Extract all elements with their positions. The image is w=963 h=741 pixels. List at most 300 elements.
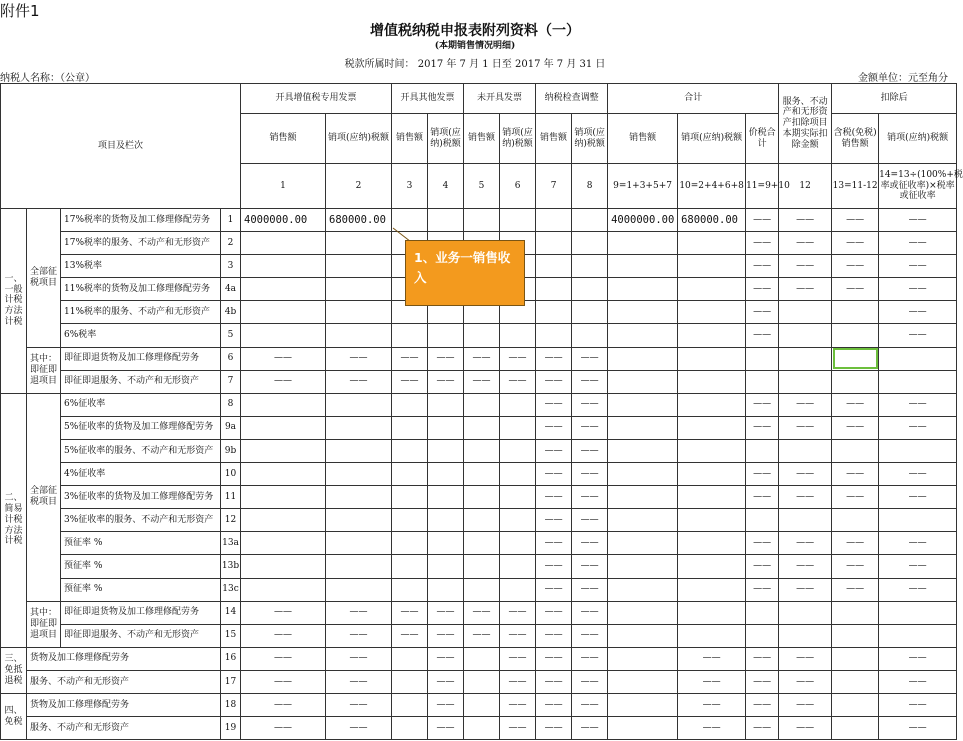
dash-cell: —— bbox=[536, 509, 572, 532]
empty-cell[interactable] bbox=[832, 301, 879, 324]
row-label: 6%征收率 bbox=[61, 393, 221, 416]
dash-cell: —— bbox=[746, 278, 779, 301]
empty-cell[interactable] bbox=[241, 278, 326, 301]
empty-cell[interactable] bbox=[428, 439, 464, 462]
dash-cell: —— bbox=[779, 255, 832, 278]
sub-header: 销项(应纳)税额 bbox=[879, 114, 957, 164]
sub-header: 销项(应纳)税额 bbox=[500, 114, 536, 164]
empty-cell[interactable] bbox=[678, 532, 746, 555]
empty-cell[interactable] bbox=[241, 463, 326, 486]
empty-cell[interactable] bbox=[464, 670, 500, 693]
empty-cell[interactable] bbox=[241, 578, 326, 601]
dash-cell: —— bbox=[241, 347, 326, 370]
empty-cell[interactable] bbox=[832, 693, 879, 716]
empty-cell[interactable] bbox=[500, 486, 536, 509]
empty-cell[interactable] bbox=[464, 486, 500, 509]
empty-cell[interactable] bbox=[241, 532, 326, 555]
row-label: 即征即退服务、不动产和无形资产 bbox=[61, 624, 221, 647]
empty-cell[interactable] bbox=[572, 232, 608, 255]
empty-cell[interactable] bbox=[500, 555, 536, 578]
empty-cell[interactable] bbox=[464, 555, 500, 578]
empty-cell[interactable] bbox=[608, 370, 678, 393]
empty-cell[interactable] bbox=[678, 601, 746, 624]
empty-cell[interactable] bbox=[464, 209, 500, 232]
dash-cell: —— bbox=[779, 693, 832, 716]
empty-cell[interactable] bbox=[392, 717, 428, 740]
empty-cell[interactable] bbox=[608, 416, 678, 439]
empty-cell[interactable] bbox=[608, 670, 678, 693]
dash-cell: —— bbox=[678, 717, 746, 740]
empty-cell[interactable] bbox=[832, 624, 879, 647]
empty-cell[interactable] bbox=[746, 439, 779, 462]
row-label: 5%征收率的货物及加工修理修配劳务 bbox=[61, 416, 221, 439]
dash-cell: —— bbox=[879, 463, 957, 486]
empty-cell[interactable] bbox=[536, 324, 572, 347]
empty-cell[interactable] bbox=[678, 555, 746, 578]
empty-cell[interactable] bbox=[428, 324, 464, 347]
empty-cell[interactable] bbox=[241, 324, 326, 347]
empty-cell[interactable] bbox=[879, 601, 957, 624]
dash-cell: —— bbox=[326, 347, 392, 370]
empty-cell[interactable] bbox=[608, 717, 678, 740]
empty-cell[interactable] bbox=[464, 578, 500, 601]
empty-cell[interactable] bbox=[608, 647, 678, 670]
empty-cell[interactable] bbox=[678, 416, 746, 439]
dash-cell: —— bbox=[392, 624, 428, 647]
row-label: 预征率 % bbox=[61, 555, 221, 578]
table-row bbox=[1, 209, 957, 232]
empty-cell[interactable] bbox=[392, 532, 428, 555]
dash-cell: —— bbox=[746, 393, 779, 416]
empty-cell[interactable] bbox=[392, 555, 428, 578]
dash-cell: —— bbox=[536, 393, 572, 416]
empty-cell[interactable] bbox=[536, 232, 572, 255]
sub-header: 销售额 bbox=[536, 114, 572, 164]
empty-cell[interactable] bbox=[746, 601, 779, 624]
row-label: 即征即退货物及加工修理修配劳务 bbox=[61, 601, 221, 624]
empty-cell[interactable] bbox=[779, 509, 832, 532]
empty-cell[interactable] bbox=[608, 278, 678, 301]
empty-cell[interactable] bbox=[241, 555, 326, 578]
empty-cell[interactable] bbox=[779, 301, 832, 324]
row-number: 10 bbox=[221, 463, 241, 486]
empty-cell[interactable] bbox=[326, 509, 392, 532]
dash-cell: —— bbox=[392, 347, 428, 370]
empty-cell[interactable] bbox=[428, 486, 464, 509]
sub-header: 销项(应纳)税额 bbox=[428, 114, 464, 164]
dash-cell: —— bbox=[746, 416, 779, 439]
empty-cell[interactable] bbox=[832, 647, 879, 670]
empty-cell[interactable] bbox=[241, 232, 326, 255]
empty-cell[interactable] bbox=[678, 509, 746, 532]
dash-cell: —— bbox=[500, 624, 536, 647]
empty-cell[interactable] bbox=[678, 278, 746, 301]
dash-cell: —— bbox=[779, 647, 832, 670]
dash-cell: —— bbox=[500, 693, 536, 716]
empty-cell[interactable] bbox=[464, 393, 500, 416]
empty-cell[interactable] bbox=[392, 439, 428, 462]
table-row bbox=[1, 532, 957, 555]
empty-cell[interactable] bbox=[572, 278, 608, 301]
empty-cell[interactable] bbox=[392, 578, 428, 601]
dash-cell: —— bbox=[241, 601, 326, 624]
amount-cell[interactable]: 4000000.00 bbox=[608, 209, 678, 232]
empty-cell[interactable] bbox=[464, 532, 500, 555]
empty-cell[interactable] bbox=[241, 416, 326, 439]
empty-cell[interactable] bbox=[464, 416, 500, 439]
dash-cell: —— bbox=[241, 647, 326, 670]
table-row bbox=[1, 601, 957, 624]
empty-cell[interactable] bbox=[241, 301, 326, 324]
row-number: 11 bbox=[221, 486, 241, 509]
dash-cell: —— bbox=[392, 601, 428, 624]
empty-cell[interactable] bbox=[678, 347, 746, 370]
row-number: 8 bbox=[221, 393, 241, 416]
dash-cell: —— bbox=[572, 347, 608, 370]
empty-cell[interactable] bbox=[326, 578, 392, 601]
empty-cell[interactable] bbox=[779, 347, 832, 370]
dash-cell: —— bbox=[536, 370, 572, 393]
dash-cell: —— bbox=[832, 393, 879, 416]
dash-cell: —— bbox=[500, 647, 536, 670]
empty-cell[interactable] bbox=[326, 393, 392, 416]
dash-cell: —— bbox=[746, 324, 779, 347]
empty-cell[interactable] bbox=[500, 416, 536, 439]
dash-cell: —— bbox=[879, 209, 957, 232]
dash-cell: —— bbox=[832, 232, 879, 255]
empty-cell[interactable] bbox=[241, 439, 326, 462]
dash-cell: —— bbox=[779, 209, 832, 232]
empty-cell[interactable] bbox=[779, 370, 832, 393]
dash-cell: —— bbox=[536, 601, 572, 624]
empty-cell[interactable] bbox=[832, 509, 879, 532]
empty-cell[interactable] bbox=[779, 324, 832, 347]
empty-cell[interactable] bbox=[678, 393, 746, 416]
empty-cell[interactable] bbox=[879, 347, 957, 370]
dash-cell: —— bbox=[241, 717, 326, 740]
empty-cell[interactable] bbox=[464, 439, 500, 462]
dash-cell: —— bbox=[326, 370, 392, 393]
row-number: 15 bbox=[221, 624, 241, 647]
dash-cell: —— bbox=[879, 486, 957, 509]
empty-cell[interactable] bbox=[326, 416, 392, 439]
empty-cell[interactable] bbox=[464, 463, 500, 486]
empty-cell[interactable] bbox=[392, 647, 428, 670]
empty-cell[interactable] bbox=[392, 693, 428, 716]
dash-cell: —— bbox=[572, 532, 608, 555]
column-number: 9=1+3+5+7 bbox=[608, 164, 678, 209]
empty-cell[interactable] bbox=[678, 301, 746, 324]
dash-cell: —— bbox=[779, 532, 832, 555]
dash-cell: —— bbox=[536, 347, 572, 370]
dash-cell: —— bbox=[746, 232, 779, 255]
dash-cell: —— bbox=[536, 439, 572, 462]
empty-cell[interactable] bbox=[678, 255, 746, 278]
empty-cell[interactable] bbox=[326, 439, 392, 462]
empty-cell[interactable] bbox=[779, 624, 832, 647]
empty-cell[interactable] bbox=[678, 324, 746, 347]
dash-cell: —— bbox=[326, 717, 392, 740]
table-row bbox=[1, 555, 957, 578]
table-row bbox=[1, 578, 957, 601]
row-number: 4a bbox=[221, 278, 241, 301]
row-number: 18 bbox=[221, 693, 241, 716]
empty-cell[interactable] bbox=[608, 324, 678, 347]
dash-cell: —— bbox=[779, 278, 832, 301]
column-number: 11=9+10 bbox=[746, 164, 779, 209]
dash-cell: —— bbox=[428, 624, 464, 647]
group-immediate: 其中：即征即退项目 bbox=[27, 601, 61, 647]
empty-cell[interactable] bbox=[572, 301, 608, 324]
empty-cell[interactable] bbox=[608, 555, 678, 578]
empty-cell[interactable] bbox=[879, 439, 957, 462]
empty-cell[interactable] bbox=[428, 532, 464, 555]
empty-cell[interactable] bbox=[832, 717, 879, 740]
empty-cell[interactable] bbox=[326, 255, 392, 278]
empty-cell[interactable] bbox=[428, 578, 464, 601]
empty-cell[interactable] bbox=[678, 486, 746, 509]
empty-cell[interactable] bbox=[392, 486, 428, 509]
empty-cell[interactable] bbox=[500, 324, 536, 347]
empty-cell[interactable] bbox=[428, 393, 464, 416]
empty-cell[interactable] bbox=[464, 509, 500, 532]
empty-cell[interactable] bbox=[500, 509, 536, 532]
column-number: 5 bbox=[464, 164, 500, 209]
empty-cell[interactable] bbox=[608, 693, 678, 716]
dash-cell: —— bbox=[500, 670, 536, 693]
empty-cell[interactable] bbox=[572, 324, 608, 347]
empty-cell[interactable] bbox=[608, 486, 678, 509]
empty-cell[interactable] bbox=[428, 209, 464, 232]
row-number: 5 bbox=[221, 324, 241, 347]
dash-cell: —— bbox=[536, 486, 572, 509]
dash-cell: —— bbox=[779, 578, 832, 601]
empty-cell[interactable] bbox=[500, 393, 536, 416]
empty-cell[interactable] bbox=[608, 301, 678, 324]
dash-cell: —— bbox=[428, 670, 464, 693]
empty-cell[interactable] bbox=[608, 601, 678, 624]
empty-cell[interactable] bbox=[392, 393, 428, 416]
empty-cell[interactable] bbox=[779, 439, 832, 462]
empty-cell[interactable] bbox=[241, 393, 326, 416]
empty-cell[interactable] bbox=[428, 509, 464, 532]
section-exempt-refund: 三、免抵退税 bbox=[1, 647, 27, 693]
dash-cell: —— bbox=[746, 209, 779, 232]
amount-cell[interactable]: 680000.00 bbox=[678, 209, 746, 232]
empty-cell[interactable] bbox=[500, 463, 536, 486]
empty-cell[interactable] bbox=[326, 463, 392, 486]
group-after-deduction: 扣除后 bbox=[832, 84, 957, 114]
table-row bbox=[1, 439, 957, 462]
dash-cell: —— bbox=[241, 693, 326, 716]
row-label: 5%征收率的服务、不动产和无形资产 bbox=[61, 439, 221, 462]
table-row bbox=[1, 347, 957, 370]
table-row bbox=[1, 670, 957, 693]
sub-header: 价税合计 bbox=[746, 114, 779, 164]
attachment-label: 附件1 bbox=[0, 2, 40, 20]
dash-cell: —— bbox=[572, 693, 608, 716]
dash-cell: —— bbox=[464, 624, 500, 647]
empty-cell[interactable] bbox=[392, 324, 428, 347]
dash-cell: —— bbox=[536, 532, 572, 555]
empty-cell[interactable] bbox=[879, 624, 957, 647]
empty-cell[interactable] bbox=[392, 670, 428, 693]
empty-cell[interactable] bbox=[608, 393, 678, 416]
empty-cell[interactable] bbox=[500, 439, 536, 462]
amount-cell[interactable]: 680000.00 bbox=[326, 209, 392, 232]
empty-cell[interactable] bbox=[326, 486, 392, 509]
dash-cell: —— bbox=[572, 463, 608, 486]
empty-cell[interactable] bbox=[746, 509, 779, 532]
group-total: 合计 bbox=[608, 84, 779, 114]
empty-cell[interactable] bbox=[326, 232, 392, 255]
column-number: 8 bbox=[572, 164, 608, 209]
dash-cell: —— bbox=[536, 416, 572, 439]
sub-header: 销项(应纳)税额 bbox=[678, 114, 746, 164]
dash-cell: —— bbox=[572, 624, 608, 647]
dash-cell: —— bbox=[464, 370, 500, 393]
taxpayer-name-label: 纳税人名称：（公章） bbox=[0, 73, 95, 84]
empty-cell[interactable] bbox=[326, 278, 392, 301]
empty-cell[interactable] bbox=[779, 601, 832, 624]
empty-cell[interactable] bbox=[608, 463, 678, 486]
empty-cell[interactable] bbox=[746, 370, 779, 393]
empty-cell[interactable] bbox=[392, 416, 428, 439]
empty-cell[interactable] bbox=[678, 578, 746, 601]
empty-cell[interactable] bbox=[500, 209, 536, 232]
amount-unit-label: 金额单位：元至角分 bbox=[858, 73, 948, 84]
empty-cell[interactable] bbox=[572, 209, 608, 232]
dash-cell: —— bbox=[746, 532, 779, 555]
empty-cell[interactable] bbox=[608, 439, 678, 462]
empty-cell[interactable] bbox=[678, 463, 746, 486]
empty-cell[interactable] bbox=[832, 370, 879, 393]
empty-cell[interactable] bbox=[326, 324, 392, 347]
row-label: 货物及加工修理修配劳务 bbox=[27, 647, 221, 670]
dash-cell: —— bbox=[779, 416, 832, 439]
empty-cell[interactable] bbox=[608, 255, 678, 278]
dash-cell: —— bbox=[779, 670, 832, 693]
empty-cell[interactable] bbox=[392, 509, 428, 532]
dash-cell: —— bbox=[500, 347, 536, 370]
empty-cell[interactable] bbox=[326, 532, 392, 555]
dash-cell: —— bbox=[879, 301, 957, 324]
dash-cell: —— bbox=[779, 555, 832, 578]
empty-cell[interactable] bbox=[464, 647, 500, 670]
dash-cell: —— bbox=[326, 624, 392, 647]
empty-cell[interactable] bbox=[428, 463, 464, 486]
empty-cell[interactable] bbox=[428, 555, 464, 578]
empty-cell[interactable] bbox=[241, 509, 326, 532]
empty-cell[interactable] bbox=[608, 347, 678, 370]
empty-cell[interactable] bbox=[608, 624, 678, 647]
row-number: 14 bbox=[221, 601, 241, 624]
dash-cell: —— bbox=[832, 578, 879, 601]
dash-cell: —— bbox=[879, 255, 957, 278]
empty-cell[interactable] bbox=[464, 717, 500, 740]
dash-cell: —— bbox=[746, 578, 779, 601]
dash-cell: —— bbox=[779, 463, 832, 486]
empty-cell[interactable] bbox=[500, 532, 536, 555]
row-label: 即征即退服务、不动产和无形资产 bbox=[61, 370, 221, 393]
empty-cell[interactable] bbox=[678, 624, 746, 647]
empty-cell[interactable] bbox=[500, 578, 536, 601]
empty-cell[interactable] bbox=[608, 232, 678, 255]
empty-cell[interactable] bbox=[608, 532, 678, 555]
empty-cell[interactable] bbox=[536, 255, 572, 278]
empty-cell[interactable] bbox=[832, 670, 879, 693]
column-number: 12 bbox=[779, 164, 832, 209]
empty-cell[interactable] bbox=[536, 209, 572, 232]
empty-cell[interactable] bbox=[879, 370, 957, 393]
empty-cell[interactable] bbox=[326, 555, 392, 578]
dash-cell: —— bbox=[241, 624, 326, 647]
empty-cell[interactable] bbox=[326, 301, 392, 324]
dash-cell: —— bbox=[879, 555, 957, 578]
dash-cell: —— bbox=[326, 601, 392, 624]
empty-cell[interactable] bbox=[832, 347, 879, 370]
dash-cell: —— bbox=[428, 647, 464, 670]
empty-cell[interactable] bbox=[879, 509, 957, 532]
empty-cell[interactable] bbox=[428, 416, 464, 439]
empty-cell[interactable] bbox=[746, 624, 779, 647]
sub-header: 销售额 bbox=[608, 114, 678, 164]
table-row bbox=[1, 416, 957, 439]
column-number: 6 bbox=[500, 164, 536, 209]
empty-cell[interactable] bbox=[464, 324, 500, 347]
column-number: 7 bbox=[536, 164, 572, 209]
dash-cell: —— bbox=[879, 324, 957, 347]
empty-cell[interactable] bbox=[608, 509, 678, 532]
row-label: 4%征收率 bbox=[61, 463, 221, 486]
row-number: 13b bbox=[221, 555, 241, 578]
table-row bbox=[1, 370, 957, 393]
empty-cell[interactable] bbox=[464, 693, 500, 716]
amount-cell[interactable]: 4000000.00 bbox=[241, 209, 326, 232]
row-label: 服务、不动产和无形资产 bbox=[27, 717, 221, 740]
empty-cell[interactable] bbox=[572, 255, 608, 278]
empty-cell[interactable] bbox=[241, 255, 326, 278]
row-number: 9a bbox=[221, 416, 241, 439]
row-label: 预征率 % bbox=[61, 532, 221, 555]
dash-cell: —— bbox=[832, 255, 879, 278]
sub-header: 销售额 bbox=[241, 114, 326, 164]
dash-cell: —— bbox=[572, 370, 608, 393]
empty-cell[interactable] bbox=[832, 601, 879, 624]
empty-cell[interactable] bbox=[536, 301, 572, 324]
empty-cell[interactable] bbox=[678, 439, 746, 462]
empty-cell[interactable] bbox=[832, 439, 879, 462]
row-number: 19 bbox=[221, 717, 241, 740]
empty-cell[interactable] bbox=[241, 486, 326, 509]
empty-cell[interactable] bbox=[678, 370, 746, 393]
dash-cell: —— bbox=[572, 439, 608, 462]
empty-cell[interactable] bbox=[608, 578, 678, 601]
group-no-invoice: 未开具发票 bbox=[464, 84, 536, 114]
empty-cell[interactable] bbox=[832, 324, 879, 347]
table-row bbox=[1, 486, 957, 509]
empty-cell[interactable] bbox=[392, 463, 428, 486]
empty-cell[interactable] bbox=[536, 278, 572, 301]
group-inspection-adjust: 纳税检查调整 bbox=[536, 84, 608, 114]
empty-cell[interactable] bbox=[746, 347, 779, 370]
row-number: 13c bbox=[221, 578, 241, 601]
dash-cell: —— bbox=[536, 624, 572, 647]
dash-cell: —— bbox=[746, 555, 779, 578]
dash-cell: —— bbox=[241, 670, 326, 693]
sub-header: 销售额 bbox=[464, 114, 500, 164]
empty-cell[interactable] bbox=[678, 232, 746, 255]
